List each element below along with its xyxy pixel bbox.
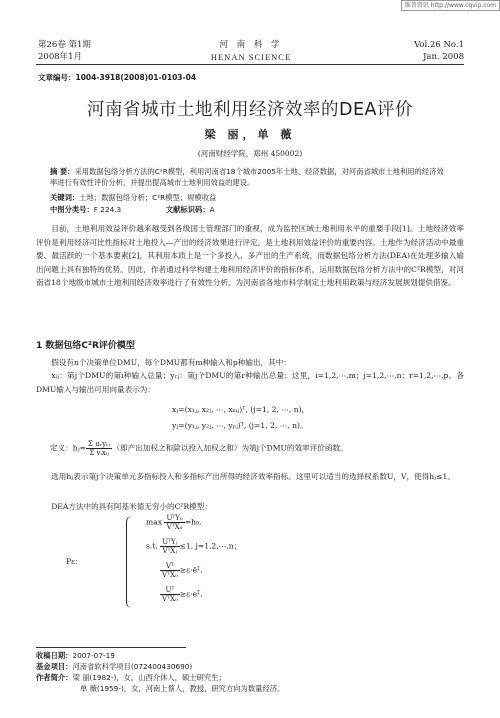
model-constraint-2 <box>160 562 203 579</box>
constraint-1-rhs: ≤1, j=1,2,⋯,n； <box>179 541 242 551</box>
watermark: 维普资讯 http://www.cqvip.com <box>401 0 500 11</box>
received-label: 收稿日期： <box>36 651 73 660</box>
journal-name-cn: 河 南 科 学 <box>219 40 283 50</box>
definition-equation <box>50 440 348 457</box>
equation-x-vector: xⱼ=(x₁ⱼ, x₂ⱼ, ⋯, xₘⱼ)ᵀ, (j=1, 2, ⋯, n)， <box>172 405 310 414</box>
date-cn: 2008年1月 <box>38 52 83 62</box>
paper-title: 河南省城市土地利用经济效率的DEA评价 <box>86 100 413 120</box>
objective-denominator: VᵀX₀ <box>166 523 183 531</box>
authors: 梁 丽，单 薇 <box>204 128 296 141</box>
abstract-text: 采用数据包络分析方法的C²R模型，利用河南省18个城市2005年土地、经济数据，对河南省城市土地利用的经济效率进行有效性评价分析，并提出提高城市土地利用效益的建设。 <box>50 167 444 187</box>
paragraph-model-intro: DEA方法中的具有阿基米德无穷小的C²R模型： <box>51 502 212 511</box>
intro-paragraph: 目前，土地利用效益评价越来越受到各级国土管理部门的重视，成为监控区域土地利用水平的重要手段[1]。土地经济效率评价是利用经济可比性指标对土地投入—产出的经济效果进行评定，是土地利用效益评价的重要内容。土地作为经济活动中最重要、最活跃的一个基本要素[2]，其利用本质上是一个多投入、多产出的生产系统，而数据包络分析方法(DEA)在处理多输入输出问题上具有独特的优势。因此，作者通过科学构建土地利用经济评价的指标体系，运用数据包络分析方法中的C²R模型，对河南省18个地级市城市土地利用经济效率进行了有效性分析，为河南省各地市科学制定土地利用政策与经济发展规划提供借鉴。 <box>36 224 464 287</box>
doc-label: 文献标识码： <box>165 205 210 214</box>
abstract-label: 摘 要： <box>50 167 75 176</box>
constraint-3-numerator: Uᵀ <box>160 586 180 595</box>
objective-numerator: UᵀY₀ <box>166 514 183 522</box>
volume-en: Vol.26 No.1 <box>414 40 464 50</box>
model-constraint-1 <box>146 538 241 555</box>
constraint-fraction-1 <box>160 538 179 555</box>
constraint-fraction-2 <box>160 562 180 579</box>
objective-fraction <box>164 514 184 531</box>
constraint-3-rhs: ≥ε·eᵀ, <box>179 589 203 599</box>
article-number: 文章编号：1004-3918(2008)01-0103-04 <box>38 73 197 82</box>
model-objective <box>146 514 201 531</box>
constraint-3-denominator: VᵀX₀ <box>162 595 178 603</box>
paragraph-variables: xᵢⱼ：第j个DMU的第i种输入总量；yᵣⱼ：第j个DMU的第r种输出总量；这里，i=1,2,⋯,m；j=1,2,⋯,n；r=1,2,⋯,p。各DMU输入与输出可用向量表示为： <box>36 371 464 394</box>
abstract <box>50 166 450 188</box>
section-heading-1: 1 数据包络C²R评价模型 <box>36 341 135 351</box>
journal-name-en: HENAN SCIENCE <box>210 52 292 62</box>
fraction-denominator: Σ vᵢxᵢⱼ <box>89 449 110 457</box>
classification <box>50 204 450 215</box>
subject-to: s.t. <box>146 541 158 551</box>
footnote-author-1 <box>36 672 226 683</box>
paragraph-efficiency: 选用hⱼ表示第j个决策单元多指标投入和多指标产出所得的经济效率指标。这里可以适当的选择权系数U，V，使得hⱼ≤1。 <box>51 472 455 481</box>
fund-label: 基金项目： <box>36 662 73 671</box>
paragraph-assumption: 假设有n个决策单位DMU，每个DMU都有m种输入和p种输出，其中： <box>51 358 291 367</box>
definition-prefix: 定义：hⱼ= <box>50 443 87 453</box>
keywords <box>50 192 450 203</box>
fraction-numerator: Σ uᵣyᵣⱼ <box>88 440 111 448</box>
constraint-2-numerator: Vᵀ <box>160 562 180 571</box>
author-2-bio: 单 薇(1959-)，女，河南上蔡人，教授，研究方向为数量经济。 <box>80 684 285 693</box>
author-1-bio: 梁 丽(1982-)，女，山西介休人，硕士研究生； <box>72 673 226 682</box>
fund-text: 河南省软科学项目(072400430690) <box>72 662 193 671</box>
keywords-text: 土地；数据包络分析；C²R模型；规模收益 <box>79 193 217 202</box>
affiliation: (河南财经学院，郑州 450002) <box>197 149 303 158</box>
footnote-fund <box>36 661 192 672</box>
constraint-2-rhs: ≥ε·ēᵀ, <box>179 565 203 575</box>
model-label: Pε： <box>66 557 83 566</box>
footnote-rule <box>36 647 186 648</box>
volume-cn: 第26卷 第1期 <box>38 40 91 50</box>
cls-value: F 224.3 <box>93 205 122 214</box>
header-rule <box>36 64 464 65</box>
constraint-1-numerator: UᵀYⱼ <box>162 538 178 546</box>
definition-suffix: （即产出加权之和除以投入加权之和）为第j个DMU的效率评价函数。 <box>112 443 348 453</box>
footnote-received <box>36 650 115 661</box>
equation-y-vector: yⱼ=(y₁ⱼ, y₂ⱼ, ⋯, yₚⱼ)ᵀ, (j=1, 2, ⋯, n)。 <box>172 421 308 430</box>
author-intro-label: 作者简介： <box>36 673 73 682</box>
constraint-1-denominator: VᵀXⱼ <box>162 547 178 555</box>
date-en: Jan. 2008 <box>423 52 464 62</box>
efficiency-fraction <box>86 440 112 457</box>
model-brace <box>126 516 135 608</box>
footnote-author-2 <box>80 683 284 694</box>
keywords-label: 关键词： <box>50 193 80 202</box>
model-constraint-3 <box>160 586 203 603</box>
cls-label: 中图分类号： <box>50 205 94 214</box>
constraint-fraction-3 <box>160 586 180 603</box>
objective-rhs: =h₀, <box>184 517 202 527</box>
received-date: 2007-07-19 <box>72 651 115 660</box>
constraint-2-denominator: VᵀX₀ <box>162 571 178 579</box>
doc-value: A <box>209 205 215 214</box>
max-operator: max <box>146 517 163 527</box>
